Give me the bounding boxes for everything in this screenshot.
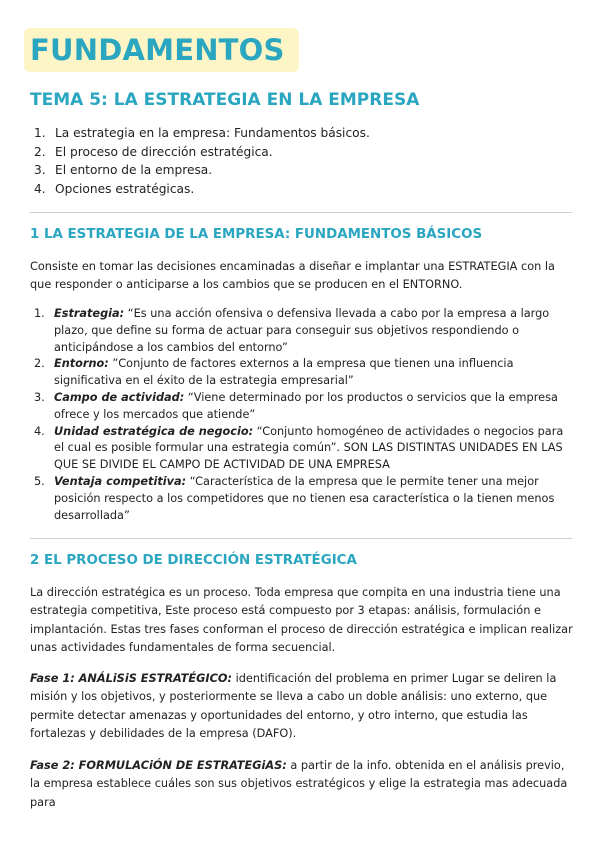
definitions-list <box>30 306 575 524</box>
section-1-intro: Consiste en tomar las decisiones encaminadas a diseñar e implantar una ESTRATEGIA con la que responder o anticiparse a los cambios que se producen en el ENTORNO. <box>30 260 555 292</box>
definition-item: 2. Entorno: ”Conjunto de factores externos a la empresa que tienen una influencia significativa en el éxito de la estrategia empresarial” <box>34 357 514 388</box>
divider <box>30 212 572 213</box>
table-of-contents <box>30 124 370 198</box>
definition-item: 4. Unidad estratégica de negocio: “Conjunto homogéneo de actividades o negocios para el cual es posible formular una estrategia común”. SON LAS DISTINTAS UNIDADES EN LAS QUE SE DIVIDE EL CAMPO DE ACTIVIDAD DE UNA EMPRESA <box>34 424 564 472</box>
definition-term: Campo de actividad: <box>54 390 185 404</box>
definition-term: Entorno: <box>54 357 109 371</box>
section-1-heading: 1 LA ESTRATEGIA DE LA EMPRESA: FUNDAMENTOS BÁSICOS <box>30 227 483 242</box>
definition-term: Ventaja competitiva: <box>54 474 187 488</box>
section-2-heading: 2 EL PROCESO DE DIRECCIÓN ESTRATÉGICA <box>30 553 357 568</box>
phase-1-paragraph: Fase 1: ANÁLiSiS ESTRATÉGICO: identificación del problema en primer Lugar se deliren la misión y los objetivos, y posteriormente se lleva a cabo un doble análisis: uno externo, que permite detectar amenazas y oportunidades del entorno, y otro interno, que estudia las fortalezas y debilidades de la empresa (DAFO). <box>30 672 557 740</box>
toc-item: 3. El entorno de la empresa. <box>34 163 213 177</box>
phase-1-label: Fase 1: ANÁLiSiS ESTRATÉGICO: <box>30 672 232 685</box>
phase-2-label: Fase 2: FORMULACiÓN DE ESTRATEGiAS: <box>30 759 287 772</box>
toc-item: 4. Opciones estratégicas. <box>34 181 195 196</box>
subject-banner: FUNDAMENTOS <box>24 28 299 72</box>
definition-item: 3. Campo de actividad: “Viene determinado por los productos o servicios que la empresa ofrece y los mercados que atiende” <box>34 390 558 421</box>
divider <box>30 538 572 539</box>
toc-item: 2. El proceso de dirección estratégica. <box>34 144 273 159</box>
definition-item: 5. Ventaja competitiva: “Característica de la empresa que le permite tener una mejor posición respecto a los competidores que no tienen esa característica o la tienen menos desarrollada” <box>34 474 555 522</box>
page-title: TEMA 5: LA ESTRATEGIA EN LA EMPRESA <box>30 90 420 110</box>
section-2-intro: La dirección estratégica es un proceso. Toda empresa que compita en una industria tiene una estrategia competitiva, Este proceso está compuesto por 3 etapas: análisis, formulación e implantación. Estas tres fases conforman el proceso de dirección estratégica e implican realizar unas actividades fundamentales de forma secuencial. <box>30 586 573 654</box>
definition-term: Unidad estratégica de negocio: <box>54 424 254 438</box>
phase-2-paragraph: Fase 2: FORMULACiÓN DE ESTRATEGiAS: a partir de la info. obtenida en el análisis previo, la empresa establece cuáles son sus objetivos estratégicos y elige la estrategia mas adecuada para <box>30 759 568 809</box>
definition-term: Estrategia: <box>54 307 125 320</box>
toc-item: 1. La estrategia en la empresa: Fundamentos básicos. <box>34 126 370 140</box>
definition-item: 1. Estrategia: “Es una acción ofensiva o defensiva llevada a cabo por la empresa a largo plazo, que define su forma de actuar para conseguir sus objetivos respondiendo o anticipándose a los cambios del entorno” <box>34 307 550 354</box>
